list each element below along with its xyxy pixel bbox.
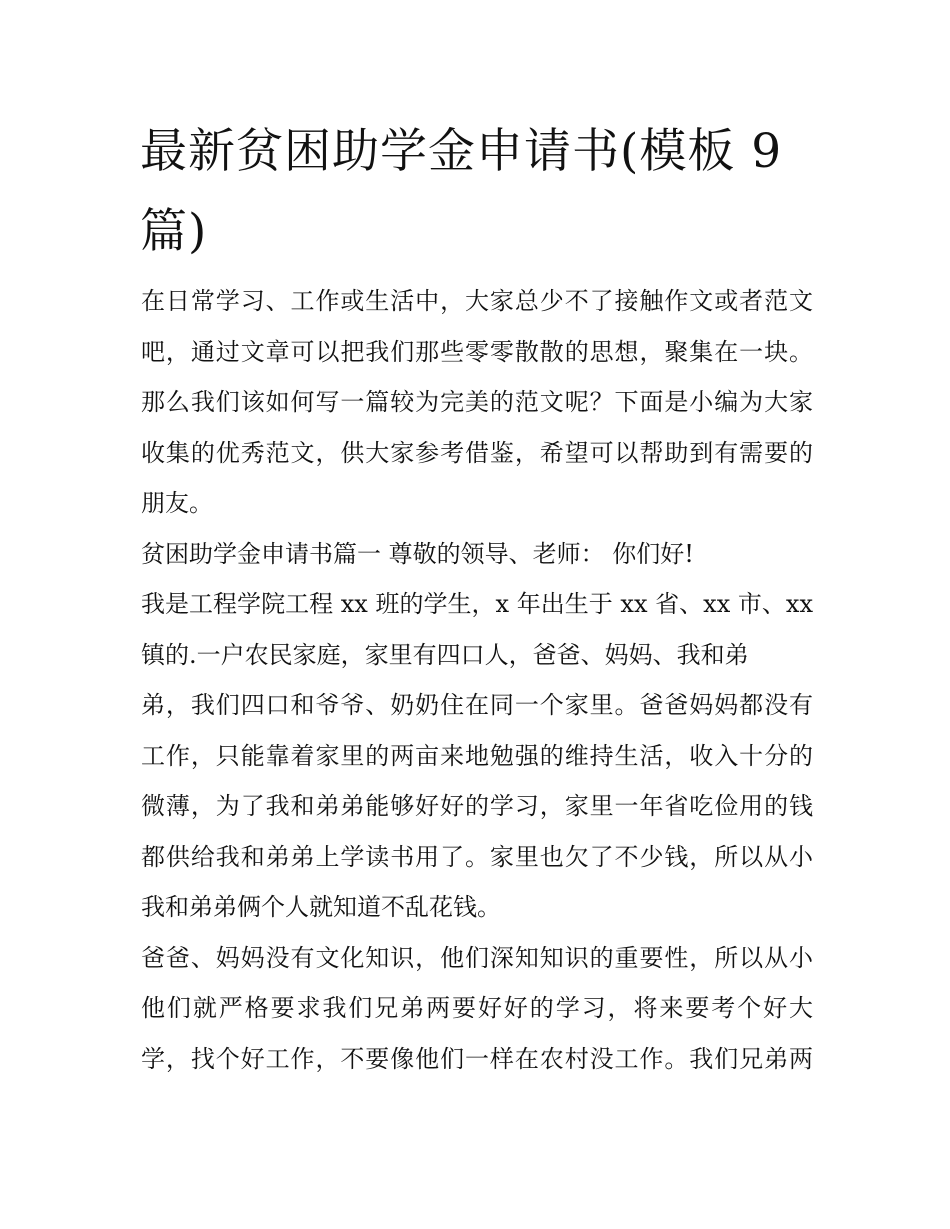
text-line: 吧，通过文章可以把我们那些零零散散的思想，聚集在一块。 xyxy=(141,337,813,366)
text-line: 收集的优秀范文，供大家参考借鉴，希望可以帮助到有需要的 xyxy=(141,438,813,467)
title-line: 篇) xyxy=(140,204,208,259)
text-line: 学，找个好工作，不要像他们一样在农村没工作。我们兄弟两 xyxy=(141,1044,813,1073)
document-title xyxy=(140,112,820,272)
document-body xyxy=(141,276,813,1084)
text-line: 镇的.一户农民家庭，家里有四口人，爸爸、妈妈、我和弟 xyxy=(141,640,749,669)
greeting-paragraph xyxy=(141,529,813,580)
text-line: 都供给我和弟弟上学读书用了。家里也欠了不少钱，所以从小 xyxy=(141,842,813,871)
text-line: 我是工程学院工程 xx 班的学生，x 年出生于 xx 省、xx 市、xx xyxy=(141,590,813,618)
family-paragraph xyxy=(141,579,813,933)
parents-paragraph xyxy=(141,933,813,1085)
text-line: 贫困助学金申请书篇一 尊敬的领导、老师： 你们好! xyxy=(141,539,694,568)
text-line: 爸爸、妈妈没有文化知识，他们深知知识的重要性，所以从小 xyxy=(141,943,813,972)
text-line: 我和弟弟俩个人就知道不乱花钱。 xyxy=(141,893,501,921)
text-line: 微薄，为了我和弟弟能够好好的学习，家里一年省吃俭用的钱 xyxy=(141,792,813,820)
text-line: 他们就严格要求我们兄弟两要好好的学习，将来要考个好大 xyxy=(141,994,813,1022)
text-line: 朋友。 xyxy=(141,489,213,517)
intro-paragraph xyxy=(141,276,813,529)
text-line: 那么我们该如何写一篇较为完美的范文呢？下面是小编为大家 xyxy=(141,388,813,416)
title-line: 最新贫困助学金申请书(模板 9 xyxy=(140,124,783,179)
text-line: 弟，我们四口和爷爷、奶奶住在同一个家里。爸爸妈妈都没有 xyxy=(141,691,813,719)
text-line: 在日常学习、工作或生活中，大家总少不了接触作文或者范文 xyxy=(141,287,813,315)
text-line: 工作，只能靠着家里的两亩来地勉强的维持生活，收入十分的 xyxy=(141,741,813,770)
